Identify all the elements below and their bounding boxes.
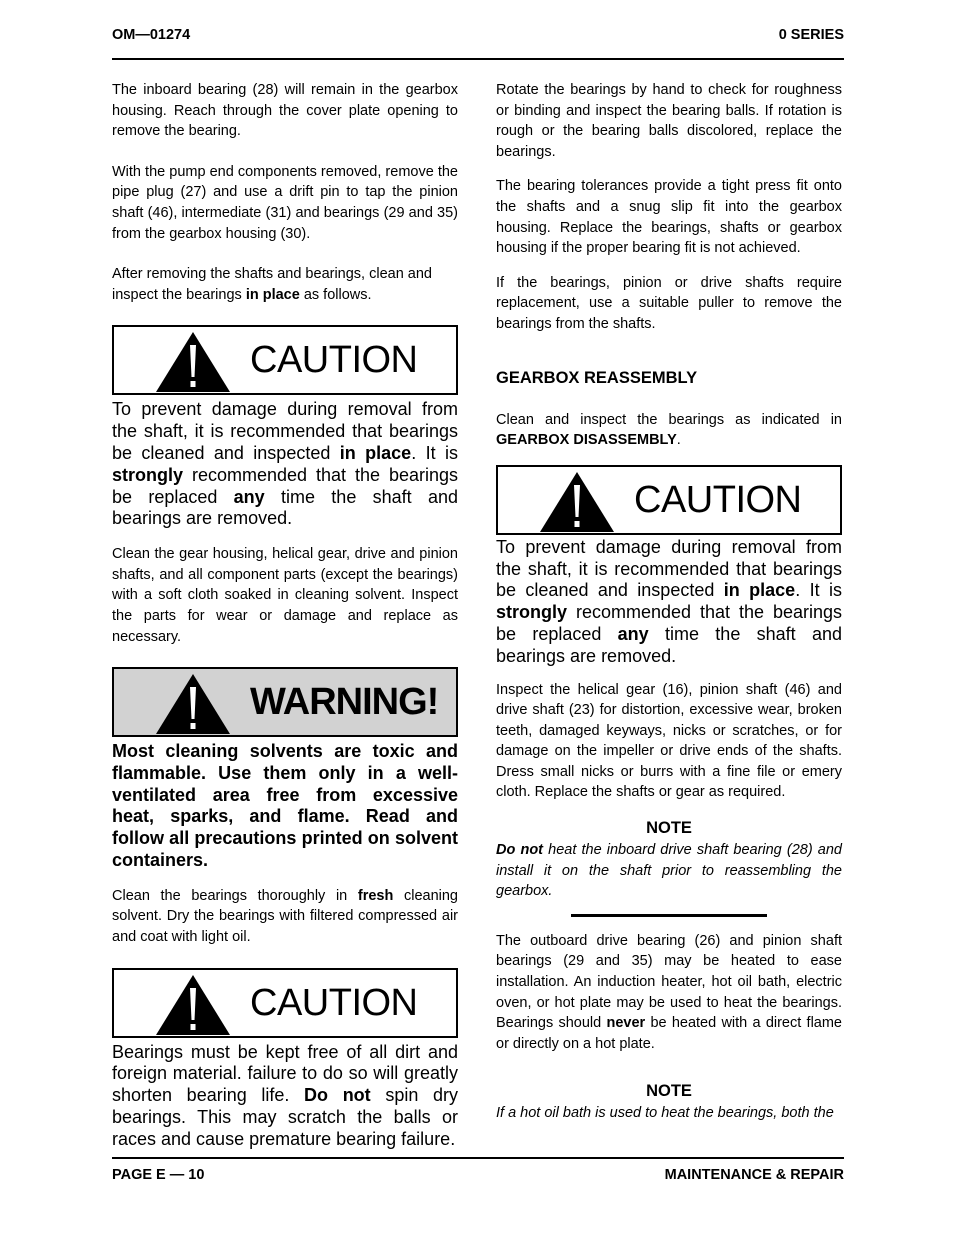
caution-triangle-icon xyxy=(155,331,231,393)
paragraph: Inspect the helical gear (16), pinion shaft (46) and drive shaft (23) for distortion, excessive wear, broken teeth, damaged keyways, nicks or scratches, or for damage on the impeller or drive ends of the shafts. Dress small nicks or burrs with a fine file or emery cloth. Replace the shafts or gear as required. xyxy=(496,681,842,801)
caution-box xyxy=(112,325,458,395)
caution-text: Bearings must be kept free of all dirt and foreign material. failure to do so will greatly shorten bearing life. Do not spin dry bearings. This may scratch the balls or races and cause premature bearing failure. xyxy=(112,1041,459,1149)
warning-triangle-icon xyxy=(155,673,231,735)
paragraph: Clean the bearings thoroughly in fresh cleaning solvent. Dry the bearings with filtered compressed air and coat with light oil. xyxy=(112,887,458,946)
note-title: NOTE xyxy=(646,1082,692,1101)
paragraph: Rotate the bearings by hand to check for roughness or binding and inspect the bearing balls. If rotation is rough or the bearing balls discolored, replace the bearings. xyxy=(496,82,842,160)
right-column xyxy=(496,80,842,1124)
paragraph: Clean and inspect the bearings as indicated in GEARBOX DISASSEMBLY. xyxy=(496,411,842,449)
caution-label: CAUTION xyxy=(634,478,802,521)
warning-box xyxy=(112,667,458,737)
caution-text: To prevent damage during removal from the shaft, it is recommended that bearings be cleaned and inspected in place. It is strongly recommended that the bearings be replaced any time the shaft and bearings are removed. xyxy=(112,399,459,529)
note-end-rule xyxy=(571,914,767,917)
footer-rule xyxy=(112,1157,844,1159)
warning-label: WARNING! xyxy=(250,681,439,724)
paragraph: After removing the shafts and bearings, clean and inspect the bearings in place as follows. xyxy=(112,266,432,303)
caution-box xyxy=(112,968,458,1038)
caution-triangle-icon xyxy=(155,974,231,1036)
left-column xyxy=(112,80,458,1151)
note-text: If a hot oil bath is used to heat the bearings, both the xyxy=(496,1105,834,1122)
section-title: GEARBOX REASSEMBLY xyxy=(496,368,698,387)
caution-triangle-icon xyxy=(539,471,615,533)
paragraph: If the bearings, pinion or drive shafts require replacement, use a suitable puller to remove the bearings from the shafts. xyxy=(496,274,842,332)
document-number: OM—01274 xyxy=(112,27,191,43)
paragraph: The inboard bearing (28) will remain in the gearbox housing. Reach through the cover plate opening to remove the bearing. xyxy=(112,82,458,140)
caution-label: CAUTION xyxy=(250,981,418,1024)
paragraph: Clean the gear housing, helical gear, drive and pinion shafts, and all component parts (except the bearings) with a soft cloth soaked in cleaning solvent. Inspect the parts for wear or damage and replace as necessary. xyxy=(112,546,458,645)
caution-box xyxy=(496,465,842,535)
page-number: PAGE E — 10 xyxy=(112,1167,205,1183)
paragraph: The outboard drive bearing (26) and pinion shaft bearings (29 and 35) may be heated to ease installation. An induction heater, hot oil bath, electric oven, or hot plate may be used to heat the bearings. Bearings should never be heated with a direct flame or directly on a hot plate. xyxy=(496,932,842,1052)
note-text: Do not heat the inboard drive shaft bearing (28) and install it on the shaft prior to reassembling the gearbox. xyxy=(496,842,842,900)
section-label: MAINTENANCE & REPAIR xyxy=(664,1167,844,1183)
caution-text: To prevent damage during removal from the shaft, it is recommended that bearings be cleaned and inspected in place. It is strongly recommended that the bearings be replaced any time the shaft and bearings are removed. xyxy=(496,536,843,666)
series-label: 0 SERIES xyxy=(778,27,844,43)
paragraph: The bearing tolerances provide a tight press fit onto the shafts and a snug slip fit into the gearbox housing. Replace the bearings, shafts or gearbox housing if the proper bearing fit is not achieved. xyxy=(496,178,842,257)
note-title: NOTE xyxy=(646,819,692,838)
header-rule xyxy=(112,58,844,60)
paragraph: With the pump end components removed, remove the pipe plug (27) and use a drift pin to tap the pinion shaft (46), intermediate (31) and bearings (29 and 35) from the gearbox housing (30). xyxy=(112,163,458,242)
caution-label: CAUTION xyxy=(250,339,418,382)
warning-text: Most cleaning solvents are toxic and flammable. Use them only in a well-ventilated area free from excessive heat, sparks, and flame. Read and follow all precautions printed on solvent containers. xyxy=(112,741,458,871)
